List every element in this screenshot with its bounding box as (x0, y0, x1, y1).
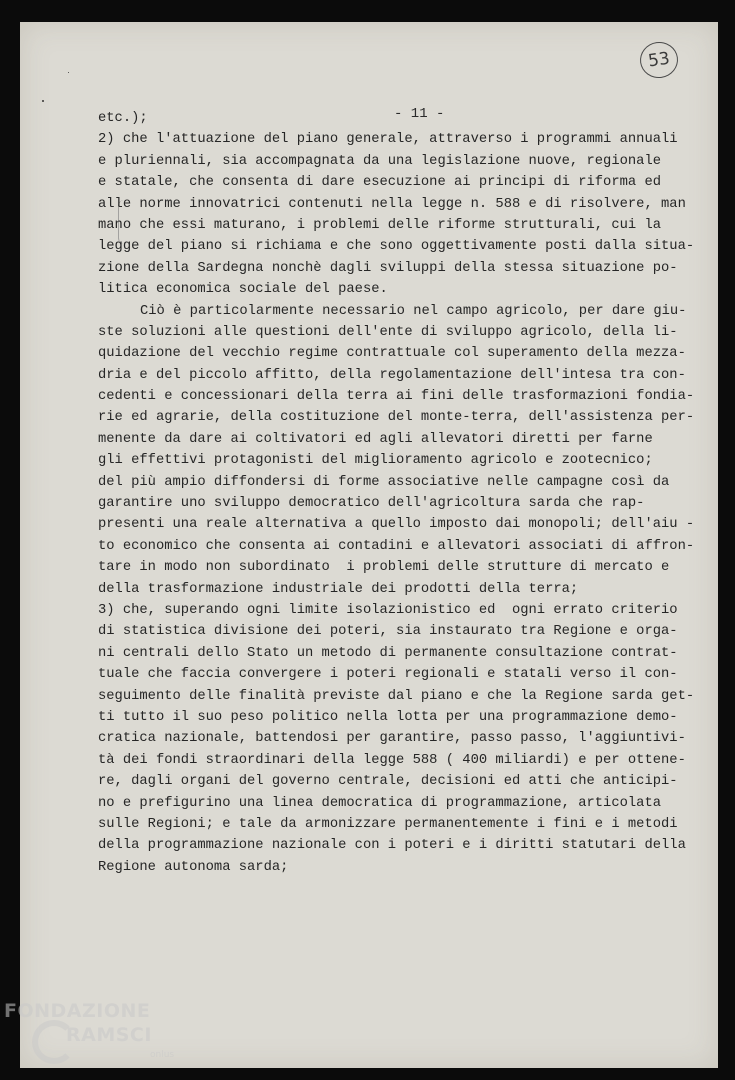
paper-speck (42, 100, 44, 102)
text-line: seguimento delle finalità previste dal piano e che la Regione sarda get- (98, 688, 695, 704)
text-line: e pluriennali, sia accompagnata da una legislazione nuove, regionale (98, 153, 662, 169)
text-line: litica economica sociale del paese. (98, 282, 388, 298)
text-line: re, dagli organi del governo centrale, decisioni ed atti che anticipi- (98, 774, 678, 790)
text-line: rie ed agrarie, della costituzione del monte-terra, dell'assistenza per- (98, 410, 695, 426)
text-line: etc.); (98, 111, 148, 126)
text-line: zione della Sardegna nonchè dagli sviluppi della stessa situazione po- (98, 260, 678, 276)
watermark-onlus: onlus (150, 1050, 175, 1060)
text-line: to economico che consenta ai contadini e allevatori associati di affron- (98, 538, 695, 554)
text-line: gli effettivi protagonisti del miglioramento agricolo e zootecnico; (98, 453, 653, 469)
text-line: ti tutto il suo peso politico nella lotta per una programmazione demo- (98, 709, 678, 725)
text-line: legge del piano si richiama e che sono oggettivamente posti dalla situa- (98, 239, 695, 255)
text-line: quidazione del vecchio regime contrattuale col superamento della mezza- (98, 346, 686, 362)
text-line: no e prefigurino una linea democratica di programmazione, articolata (98, 795, 662, 811)
text-line: mano che essi maturano, i problemi delle riforme strutturali, cui la (98, 217, 662, 233)
text-line: presenti una reale alternativa a quello imposto dai monopoli; dell'aiu - (98, 517, 695, 533)
text-line: della trasformazione industriale dei prodotti della terra; (98, 581, 579, 597)
text-line: ni centrali dello Stato un metodo di permanente consultazione contrat- (98, 645, 678, 661)
text-line: di statistica divisione dei poteri, sia instaurato tra Regione e orga- (98, 624, 678, 640)
text-line: 3) che, superando ogni limite isolazionistico ed ogni errato criterio (98, 602, 678, 618)
text-line: del più ampio diffondersi di forme associative nelle campagne così da (98, 474, 670, 490)
text-line: 2) che l'attuazione del piano generale, attraverso i programmi annuali (98, 132, 678, 148)
paper-speck (68, 72, 69, 73)
text-line: alle norme innovatrici contenuti nella legge n. 588 e di risolvere, man (98, 196, 686, 212)
text-line: cedenti e concessionari della terra ai fini delle trasformazioni fondia- (98, 389, 695, 405)
typewritten-body (98, 108, 695, 878)
text-line: della programmazione nazionale con i poteri e i diritti statutari della (98, 838, 686, 854)
text-line: Ciò è particolarmente necessario nel campo agricolo, per dare giu- (140, 303, 687, 319)
archive-stamp-number: 53 (646, 48, 672, 72)
text-line: tuale che faccia convergere i poteri regionali e statali verso il con- (98, 667, 678, 683)
archive-stamp (638, 40, 681, 81)
text-line: menente da dare ai coltivatori ed agli allevatori diretti per farne (98, 431, 653, 447)
text-line: sulle Regioni; e tale da armonizzare permanentemente i fini e i metodi (98, 816, 678, 832)
text-line: garantire uno sviluppo democratico dell'agricoltura sarda che rap- (98, 496, 645, 512)
fondazione-gramsci-watermark (4, 998, 204, 1078)
text-line: Regione autonoma sarda; (98, 859, 289, 875)
text-line: e statale, che consenta di dare esecuzione ai principi di riforma ed (98, 175, 662, 191)
watermark-line-2: RAMSCI (66, 1024, 152, 1046)
text-line: ste soluzioni alle questioni dell'ente di sviluppo agricolo, della li- (98, 324, 678, 340)
text-line: cratica nazionale, battendosi per garantire, passo passo, l'aggiuntivi- (98, 731, 686, 747)
watermark-line-1: FONDAZIONE (4, 1000, 151, 1022)
text-line: tare in modo non subordinato i problemi delle strutture di mercato e (98, 560, 670, 576)
text-line: tà dei fondi straordinari della legge 588 ( 400 miliardi) e per ottene- (98, 752, 686, 768)
page-number: - 11 - (394, 106, 445, 122)
text-line: dria e del piccolo affitto, della regolamentazione dell'intesa tra con- (98, 367, 686, 383)
